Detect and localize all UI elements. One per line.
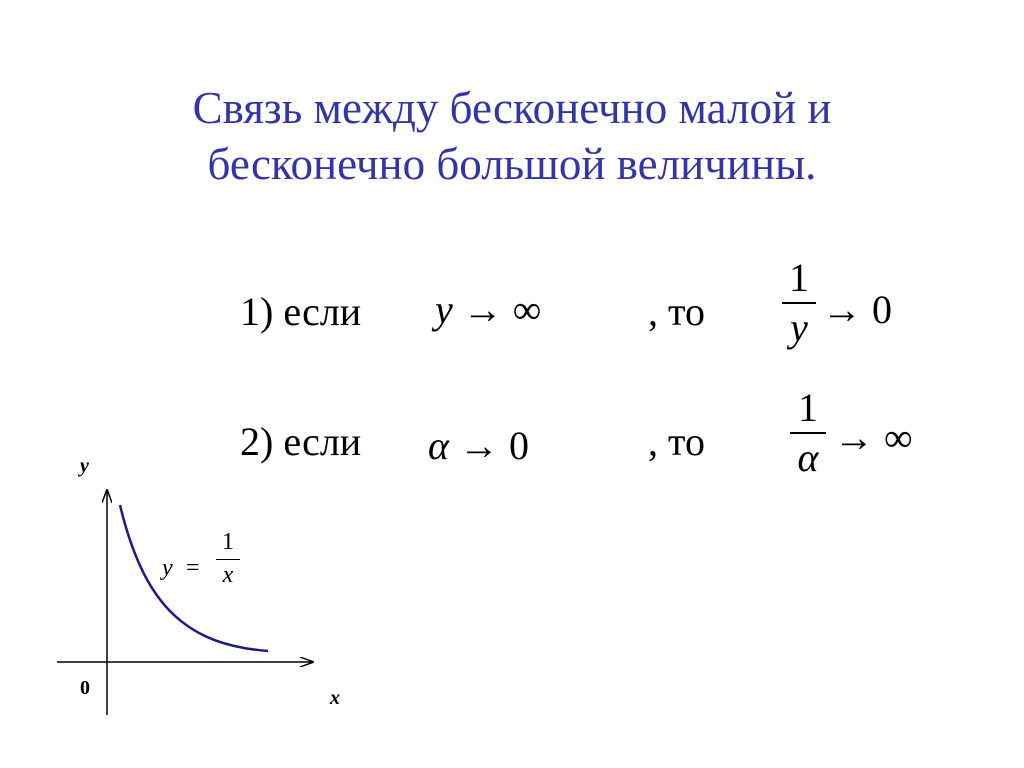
graph-formula-eq: =	[186, 555, 200, 581]
y-axis-label: y	[80, 455, 89, 477]
rule-1-condition-rest: → ∞	[462, 287, 542, 332]
x-axis-label: x	[330, 687, 340, 709]
rule-1-condition-var: y	[435, 287, 453, 332]
rule-1-prefix: 1) если	[240, 289, 362, 334]
origin-label: 0	[80, 677, 90, 699]
graph-formula-den: x	[222, 562, 234, 588]
rule-1-conj: , то	[648, 289, 705, 334]
graph-formula-bar	[216, 559, 240, 560]
graph-formula-lhs: y	[162, 555, 173, 581]
graph-formula-num: 1	[222, 529, 234, 555]
rule-2-fraction-den: α	[797, 435, 819, 480]
graph-formula-fraction	[216, 530, 240, 587]
title-line-1: Связь между бесконечно малой и	[192, 83, 832, 133]
rule-2-prefix: 2) если	[240, 419, 362, 464]
rule-1-fraction-num: 1	[789, 255, 809, 300]
rule-2-result: → ∞	[834, 415, 913, 460]
title-line-2: бесконечно большой величины.	[207, 139, 817, 189]
rule-2-condition-var: α	[428, 423, 449, 468]
rule-2-condition-rest: → 0	[459, 423, 529, 468]
rule-2-conj: , то	[648, 419, 705, 464]
rule-1-fraction-den: y	[790, 305, 808, 350]
rule-2-fraction-num: 1	[798, 385, 818, 430]
rule-1-result: → 0	[822, 287, 892, 332]
